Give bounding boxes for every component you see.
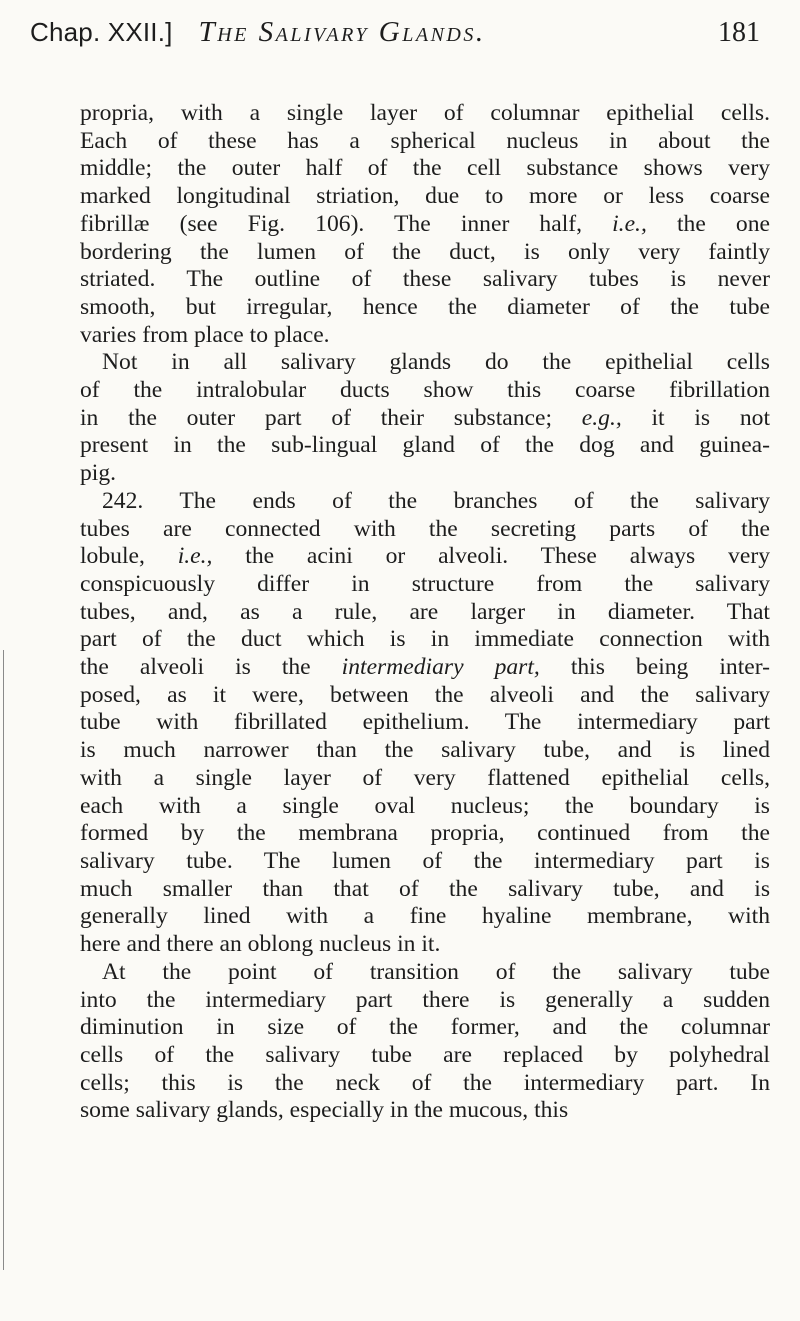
text-line: generally lined with a fine hyaline membrane, with <box>80 903 770 930</box>
text-line: Each of these has a spherical nucleus in about the <box>80 127 770 154</box>
text-line: propria, with a single layer of columnar epithelial cells. <box>80 100 770 126</box>
page-edge-shadow <box>3 650 8 1270</box>
paragraph <box>80 959 770 1125</box>
text-line: present in the sub-lingual gland of the dog and guinea- <box>80 432 770 459</box>
text-line: of the intralobular ducts show this coarse fibrillation <box>80 377 770 404</box>
text-line: part of the duct which is in immediate connection with <box>80 626 770 653</box>
paragraph <box>80 349 770 488</box>
text-line: bordering the lumen of the duct, is only very faintly <box>80 238 770 265</box>
text-line: each with a single oval nucleus; the boundary is <box>80 792 770 819</box>
body-text <box>80 100 770 1125</box>
page-number: 181 <box>718 17 760 48</box>
text-line: smooth, but irregular, hence the diameter of the tube <box>80 293 770 320</box>
text-line: the alveoli is the intermediary part, this being inter- <box>80 654 770 681</box>
text-line: diminution in size of the former, and the columnar <box>80 1014 770 1041</box>
text-line: some salivary glands, especially in the mucous, this <box>80 1097 569 1124</box>
running-title: The Salivary Glands. <box>198 16 486 48</box>
text-line: middle; the outer half of the cell substance shows very <box>80 155 770 182</box>
text-line: lobule, i.e., the acini or alveoli. These always very <box>80 543 770 570</box>
text-line: conspicuously differ in structure from the salivary <box>80 570 770 597</box>
text-line: tubes are connected with the secreting parts of the <box>80 515 770 542</box>
text-line: much smaller than that of the salivary tube, and is <box>80 875 770 902</box>
text-line: tube with fibrillated epithelium. The intermediary part <box>80 709 770 736</box>
text-line: marked longitudinal striation, due to more or less coarse <box>80 183 770 210</box>
text-line: tubes, and, as a rule, are larger in diameter. That <box>80 598 770 625</box>
text-line: fibrillæ (see Fig. 106). The inner half, i.e., the one <box>80 210 770 237</box>
text-line: posed, as it were, between the alveoli and the salivary <box>80 681 770 708</box>
text-line: striated. The outline of these salivary tubes is never <box>80 266 770 293</box>
running-head <box>30 16 760 66</box>
text-line: is much narrower than the salivary tube, and is lined <box>80 737 770 764</box>
text-line: cells of the salivary tube are replaced by polyhedral <box>80 1041 770 1068</box>
text-line: pig. <box>80 460 117 487</box>
text-line: in the outer part of their substance; e.g., it is not <box>80 404 771 431</box>
text-line: here and there an oblong nucleus in it. <box>80 931 441 958</box>
chapter-label: Chap. XXII.] <box>30 17 173 47</box>
text-line: varies from place to place. <box>80 321 330 348</box>
text-line: with a single layer of very flattened epithelial cells, <box>80 764 770 791</box>
text-line: Not in all salivary glands do the epithelial cells <box>102 349 770 376</box>
paragraph <box>80 488 770 959</box>
text-line: formed by the membrana propria, continued from the <box>80 820 770 847</box>
text-line: cells; this is the neck of the intermediary part. In <box>80 1069 770 1096</box>
text-line: 242. The ends of the branches of the salivary <box>102 487 770 514</box>
text-line: salivary tube. The lumen of the intermediary part is <box>80 847 770 874</box>
paragraph <box>80 100 770 349</box>
text-line: into the intermediary part there is generally a sudden <box>80 986 770 1013</box>
text-line: At the point of transition of the salivary tube <box>102 958 770 985</box>
